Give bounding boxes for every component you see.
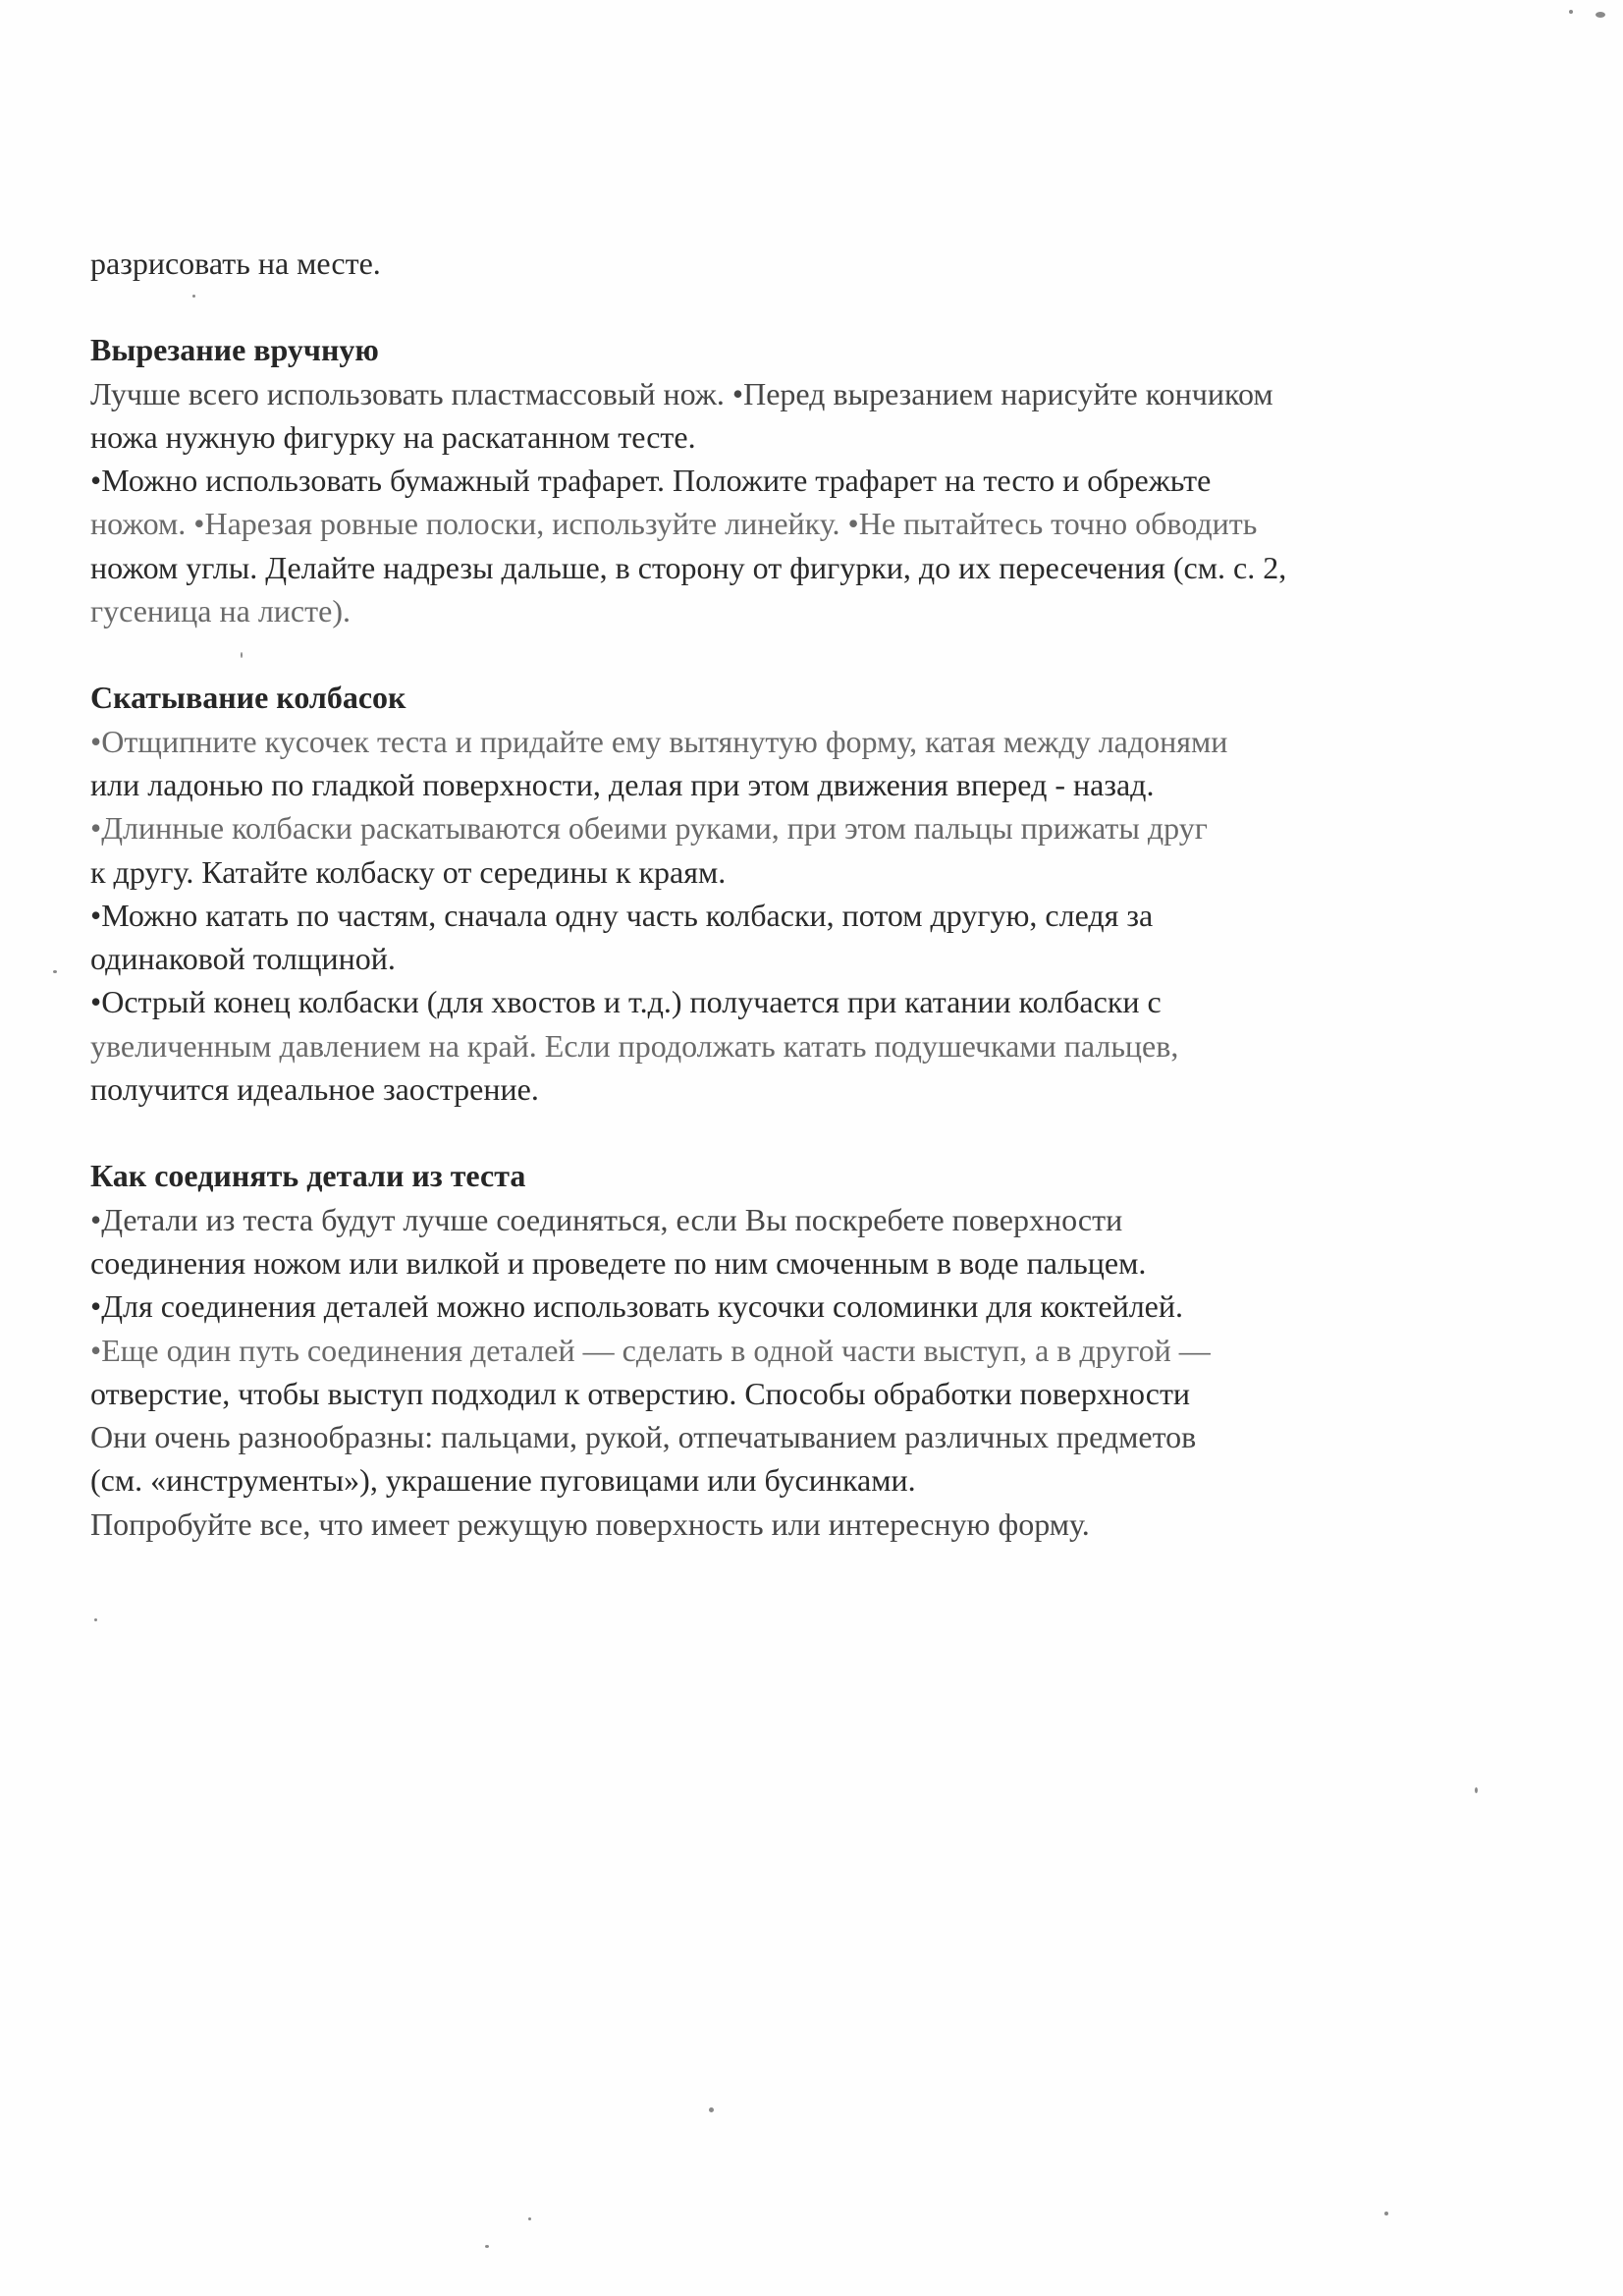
paragraph-line: к другу. Катайте колбаску от середины к краям. — [90, 853, 727, 890]
scan-speck — [192, 295, 195, 298]
paragraph-line: получится идеальное заострение. — [90, 1071, 539, 1108]
scan-speck — [1384, 2212, 1388, 2215]
page-text — [90, 242, 1543, 1546]
scan-speck — [528, 2217, 531, 2220]
paragraph-line: ножом углы. Делайте надрезы дальше, в сторону от фигурки, до их пересечения (см. с. 2, — [90, 549, 1287, 585]
scan-speck — [53, 970, 57, 973]
scan-speck — [94, 1618, 97, 1621]
paragraph-line: гусеница на листе). — [90, 593, 351, 629]
paragraph-line: Попробуйте все, что имеет режущую поверхность или интересную форму. — [90, 1505, 1090, 1542]
paragraph-line: •Для соединения деталей можно использовать кусочки соломинки для коктейлей. — [90, 1288, 1183, 1325]
paragraph-line: •Длинные колбаски раскатываются обеими руками, при этом пальцы прижаты друг — [90, 810, 1208, 847]
scan-speck — [709, 2107, 714, 2112]
paragraph-line: ножом. •Нарезая ровные полоски, используйте линейку. •Не пытайтесь точно обводить — [90, 506, 1258, 542]
scan-speck — [241, 652, 243, 658]
paragraph-line: одинаковой толщиной. — [90, 941, 396, 977]
scan-speck — [1569, 10, 1573, 14]
intro-line: разрисовать на месте. — [90, 246, 381, 281]
paragraph-line: Лучше всего использовать пластмассовый нож. •Перед вырезанием нарисуйте кончиком — [90, 375, 1273, 411]
section-heading-rolling: Скатывание колбасок — [90, 680, 406, 716]
scan-speck — [1596, 12, 1605, 18]
paragraph-line: •Можно катать по частям, сначала одну часть колбаски, потом другую, следя за — [90, 897, 1154, 933]
paragraph-line: или ладонью по гладкой поверхности, делая при этом движения вперед - назад. — [90, 766, 1155, 802]
paragraph-line: •Острый конец колбаски (для хвостов и т.д.) получается при катании колбаски с — [90, 984, 1162, 1020]
paragraph-line: •Еще один путь соединения деталей — сделать в одной части выступ, а в другой — — [90, 1332, 1211, 1368]
paragraph-line: увеличенным давлением на край. Если продолжать катать подушечками пальцев, — [90, 1027, 1179, 1064]
paragraph-line: отверстие, чтобы выступ подходил к отверстию. Способы обработки поверхности — [90, 1375, 1191, 1411]
paragraph-line: ножа нужную фигурку на раскатанном тесте. — [90, 418, 696, 455]
paragraph-line: (см. «инструменты»), украшение пуговицами или бусинками. — [90, 1462, 916, 1499]
paragraph-line: •Можно использовать бумажный трафарет. Положите трафарет на тесто и обрежьте — [90, 463, 1212, 499]
section-heading-cutting: Вырезание вручную — [90, 332, 379, 368]
section-heading-joining: Как соединять детали из теста — [90, 1158, 526, 1194]
scan-speck — [485, 2245, 489, 2248]
paragraph-line: Они очень разнообразны: пальцами, рукой, отпечатыванием различных предметов — [90, 1419, 1197, 1455]
paragraph-line: соединения ножом или вилкой и проведете по ним смоченным в воде пальцем. — [90, 1244, 1147, 1281]
paragraph-line: •Отщипните кусочек теста и придайте ему вытянутую форму, катая между ладонями — [90, 723, 1228, 759]
paragraph-line: •Детали из теста будут лучше соединяться, если Вы поскребете поверхности — [90, 1201, 1123, 1237]
scan-speck — [1475, 1787, 1478, 1793]
